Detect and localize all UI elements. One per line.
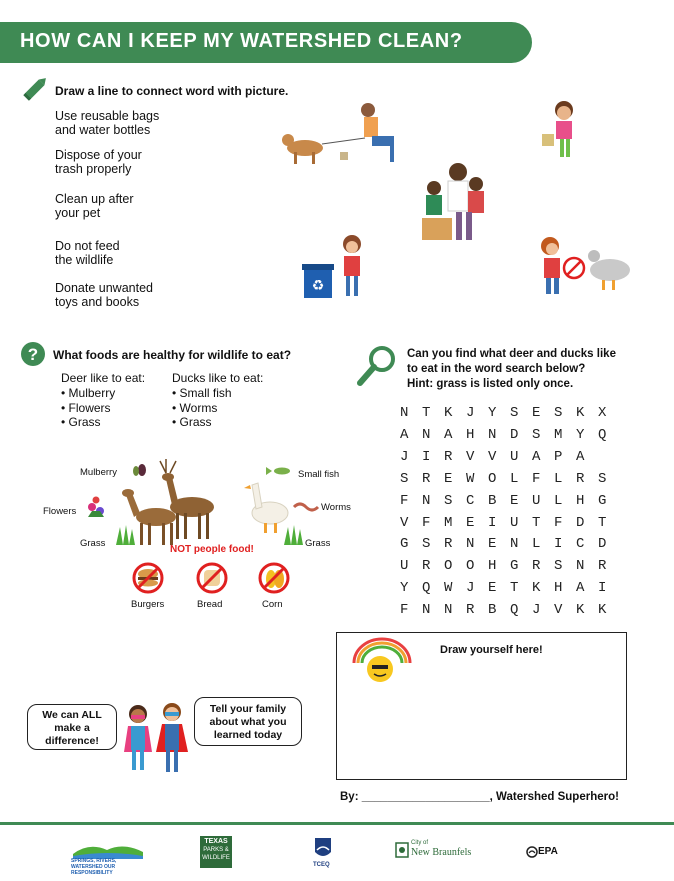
list-item: • Worms bbox=[172, 401, 232, 416]
word-search-letter[interactable]: G bbox=[598, 492, 607, 509]
word-search-letter[interactable]: A bbox=[444, 426, 453, 443]
word-search-letter[interactable]: F bbox=[532, 470, 541, 487]
word-search-letter[interactable]: J bbox=[532, 602, 541, 619]
word-search-letter[interactable]: D bbox=[576, 514, 585, 531]
word-search-question: Can you find what deer and ducks like to eat in the word search below? bbox=[407, 348, 616, 375]
new-braunfels-big: New Braunfels bbox=[411, 847, 472, 858]
word-search-letter[interactable]: E bbox=[488, 536, 497, 553]
not-people-food-label: NOT people food! bbox=[170, 544, 254, 555]
recycling-girl-illustration bbox=[302, 232, 372, 304]
word-search-row bbox=[400, 558, 620, 574]
word-search-letter[interactable]: G bbox=[400, 536, 409, 553]
word-search-letter[interactable]: B bbox=[488, 492, 497, 509]
word-search-letter[interactable]: B bbox=[488, 602, 497, 619]
word-search-letter[interactable]: T bbox=[422, 405, 431, 421]
word-search-letter[interactable]: R bbox=[422, 470, 431, 487]
word-search-letter[interactable]: K bbox=[576, 602, 585, 619]
word-search-hint: Hint: grass is listed only once. bbox=[407, 378, 574, 390]
new-braunfels-logo-icon bbox=[395, 842, 409, 858]
word-search-letter[interactable]: K bbox=[576, 405, 585, 421]
texas-parks-wildlife-logo bbox=[200, 836, 232, 868]
word-search-letter[interactable]: T bbox=[598, 514, 607, 531]
word-search-letter[interactable]: V bbox=[466, 448, 475, 465]
signature-prefix: By: bbox=[340, 791, 359, 803]
logo-text: PARKS & bbox=[203, 847, 229, 853]
family-donating-illustration bbox=[420, 160, 492, 242]
word-search-letter[interactable]: F bbox=[554, 514, 563, 531]
word-search-letter[interactable]: M bbox=[554, 426, 563, 443]
signature-suffix: , Watershed Superhero! bbox=[489, 791, 619, 803]
new-braunfels-small: City of bbox=[411, 840, 429, 846]
word-search-letter[interactable]: E bbox=[510, 492, 519, 509]
word-search-letter[interactable]: C bbox=[576, 536, 585, 553]
flowers-label: Flowers bbox=[43, 506, 77, 517]
word-search-letter[interactable]: H bbox=[466, 426, 475, 443]
list-item: • Grass bbox=[61, 415, 115, 430]
word-search-letter[interactable]: S bbox=[598, 470, 607, 487]
word-search-letter[interactable]: H bbox=[576, 492, 585, 509]
word-search-letter[interactable]: O bbox=[488, 470, 497, 487]
word-search-letter[interactable]: N bbox=[444, 602, 453, 619]
word-search-letter[interactable]: I bbox=[422, 448, 431, 465]
signature-line bbox=[340, 791, 619, 803]
word-search-letter[interactable]: M bbox=[444, 514, 453, 531]
epa-logo-icon bbox=[526, 846, 538, 858]
sun-rainbow-icon bbox=[352, 637, 412, 691]
word-search-letter[interactable]: U bbox=[510, 514, 519, 531]
tceq-logo-text: TCEQ bbox=[313, 862, 330, 868]
word-search-letter[interactable]: J bbox=[400, 448, 409, 465]
magnifier-icon bbox=[354, 343, 400, 389]
word-search-letter[interactable]: R bbox=[422, 558, 431, 575]
word-search-letter[interactable]: O bbox=[466, 558, 475, 575]
word-search-letter[interactable]: N bbox=[422, 492, 431, 509]
word-search-row bbox=[400, 449, 598, 465]
deer-heading: Deer like to eat: bbox=[61, 371, 146, 385]
word-search-letter[interactable]: L bbox=[510, 470, 519, 487]
list-item: • Flowers bbox=[61, 401, 115, 416]
word-search-letter[interactable]: I bbox=[488, 514, 497, 531]
word-search-letter[interactable]: E bbox=[444, 470, 453, 487]
word-search-letter[interactable]: L bbox=[532, 536, 541, 553]
word-search-letter[interactable]: T bbox=[510, 580, 519, 597]
logo-text: WILDLIFE bbox=[202, 855, 230, 861]
word-search-letter[interactable]: U bbox=[510, 448, 519, 465]
word-search-letter[interactable]: L bbox=[554, 470, 563, 487]
word-search-letter[interactable]: C bbox=[466, 492, 475, 509]
corn-label: Corn bbox=[262, 599, 283, 610]
match-item-wildlife: Do not feed the wildlife bbox=[55, 239, 120, 267]
word-search-row bbox=[400, 580, 620, 596]
draw-prompt: Draw yourself here! bbox=[440, 644, 543, 656]
word-search-letter[interactable]: Y bbox=[576, 426, 585, 443]
word-search-letter[interactable]: J bbox=[466, 580, 475, 597]
word-search-letter[interactable]: Q bbox=[422, 580, 431, 597]
match-item-dispose: Dispose of your trash properly bbox=[55, 148, 142, 176]
word-search-letter[interactable]: W bbox=[444, 580, 453, 597]
word-search-letter[interactable]: S bbox=[400, 470, 409, 487]
boy-not-feeding-duck-illustration bbox=[538, 234, 634, 298]
word-search-row bbox=[400, 427, 620, 443]
word-search-letter[interactable]: R bbox=[444, 536, 453, 553]
word-search-letter[interactable]: A bbox=[532, 448, 541, 465]
superhero-kids-illustration bbox=[120, 698, 196, 778]
word-search-letter[interactable]: A bbox=[400, 426, 409, 443]
word-search-letter[interactable]: S bbox=[444, 492, 453, 509]
no-burger-icon bbox=[132, 562, 164, 594]
bread-label: Bread bbox=[197, 599, 223, 610]
mulberry-label: Mulberry bbox=[80, 467, 117, 478]
word-search-letter[interactable]: V bbox=[488, 448, 497, 465]
deer-food-list bbox=[61, 386, 115, 430]
word-search-letter[interactable]: R bbox=[576, 470, 585, 487]
grass-label-left: Grass bbox=[80, 538, 106, 549]
word-search-letter[interactable]: S bbox=[510, 405, 519, 421]
word-search-letter[interactable]: A bbox=[576, 580, 585, 597]
word-search-letter[interactable]: G bbox=[510, 558, 519, 575]
word-search-letter[interactable]: F bbox=[400, 602, 409, 619]
word-search-letter[interactable]: D bbox=[598, 536, 607, 553]
word-search-letter[interactable]: N bbox=[488, 426, 497, 443]
word-search-letter[interactable]: K bbox=[532, 580, 541, 597]
word-search-letter[interactable]: F bbox=[400, 492, 409, 509]
word-search-letter[interactable]: A bbox=[576, 448, 585, 465]
question-icon bbox=[20, 341, 46, 367]
word-search-letter[interactable]: N bbox=[576, 558, 585, 575]
small-fish-label: Small fish bbox=[298, 469, 340, 480]
word-search-letter[interactable]: R bbox=[466, 602, 475, 619]
list-item: • Small fish bbox=[172, 386, 232, 401]
word-search-row bbox=[400, 405, 620, 421]
girl-with-bag-illustration bbox=[540, 100, 585, 162]
word-search-letter[interactable]: E bbox=[466, 514, 475, 531]
word-search-letter[interactable]: K bbox=[444, 405, 453, 421]
word-search-letter[interactable]: E bbox=[532, 405, 541, 421]
word-search-row bbox=[400, 602, 620, 618]
grass-label-right: Grass bbox=[305, 538, 331, 549]
word-search-letter[interactable]: I bbox=[598, 580, 607, 597]
word-search-letter[interactable]: X bbox=[598, 405, 607, 421]
word-search-letter[interactable]: T bbox=[532, 514, 541, 531]
word-search-letter[interactable]: R bbox=[532, 558, 541, 575]
word-search-letter[interactable]: U bbox=[532, 492, 541, 509]
no-bread-icon bbox=[196, 562, 228, 594]
page-title: HOW CAN I KEEP MY WATERSHED CLEAN? bbox=[20, 30, 463, 52]
word-search-letter[interactable]: S bbox=[532, 426, 541, 443]
word-search-letter[interactable]: V bbox=[400, 514, 409, 531]
word-search-row bbox=[400, 493, 620, 509]
word-search-letter[interactable]: H bbox=[554, 580, 563, 597]
footer-divider bbox=[0, 822, 674, 825]
tceq-logo bbox=[313, 836, 333, 862]
word-search-letter[interactable]: W bbox=[466, 470, 475, 487]
word-search-letter[interactable]: S bbox=[422, 536, 431, 553]
worms-label: Worms bbox=[321, 502, 351, 513]
word-search-letter[interactable]: N bbox=[510, 536, 519, 553]
word-search-letter[interactable]: R bbox=[444, 448, 453, 465]
list-item: • Mulberry bbox=[61, 386, 115, 401]
list-item: • Grass bbox=[172, 415, 232, 430]
word-search-letter[interactable]: F bbox=[422, 514, 431, 531]
word-search-letter[interactable]: U bbox=[400, 558, 409, 575]
foods-question: What foods are healthy for wildlife to eat? bbox=[53, 348, 292, 362]
word-search-letter[interactable]: V bbox=[554, 602, 563, 619]
word-search-letter[interactable]: Q bbox=[510, 602, 519, 619]
springs-rivers-logo-text: SPRINGS, RIVERS, WATERSHED OUR RESPONSIBILITY bbox=[71, 858, 117, 876]
word-search-letter[interactable]: H bbox=[488, 558, 497, 575]
burgers-label: Burgers bbox=[131, 599, 165, 610]
word-search-letter[interactable]: E bbox=[488, 580, 497, 597]
word-search-letter[interactable]: Q bbox=[598, 426, 607, 443]
word-search-letter[interactable]: N bbox=[466, 536, 475, 553]
word-search-letter[interactable]: S bbox=[554, 558, 563, 575]
word-search-letter[interactable]: Y bbox=[400, 580, 409, 597]
word-search-letter[interactable]: I bbox=[554, 536, 563, 553]
word-search-letter[interactable]: K bbox=[598, 602, 607, 619]
word-search-row bbox=[400, 536, 620, 552]
word-search-row bbox=[400, 471, 620, 487]
word-search-letter[interactable]: D bbox=[510, 426, 519, 443]
no-corn-icon bbox=[258, 562, 290, 594]
epa-logo-text: EPA bbox=[538, 846, 558, 857]
dog-walker-illustration bbox=[280, 100, 400, 170]
word-search-letter[interactable]: S bbox=[554, 405, 563, 421]
word-search-letter[interactable]: O bbox=[444, 558, 453, 575]
matching-instruction: Draw a line to connect word with picture. bbox=[55, 84, 289, 98]
match-item-pet: Clean up after your pet bbox=[55, 192, 134, 220]
signature-blank[interactable]: ____________________ bbox=[361, 791, 490, 803]
word-search-row bbox=[400, 515, 620, 531]
logo-text: TEXAS bbox=[204, 838, 228, 845]
word-search-letter[interactable]: N bbox=[422, 426, 431, 443]
word-search-letter[interactable]: R bbox=[598, 558, 607, 575]
match-item-reusable: Use reusable bags and water bottles bbox=[55, 109, 160, 137]
word-search-letter[interactable]: N bbox=[422, 602, 431, 619]
word-search-letter[interactable]: J bbox=[466, 405, 475, 421]
duck-heading: Ducks like to eat: bbox=[172, 371, 264, 385]
match-item-donate: Donate unwanted toys and books bbox=[55, 281, 153, 309]
svg-text:?: ? bbox=[27, 345, 39, 364]
svg-text:♻: ♻ bbox=[311, 278, 325, 294]
word-search-letter[interactable]: P bbox=[554, 448, 563, 465]
word-search-letter[interactable]: L bbox=[554, 492, 563, 509]
speech-bubble-right: Tell your family about what you learned today bbox=[194, 697, 302, 746]
speech-bubble-left: We can ALL make a difference! bbox=[27, 704, 117, 750]
word-search-letter[interactable]: Y bbox=[488, 405, 497, 421]
word-search-letter[interactable]: N bbox=[400, 405, 409, 421]
duck-food-list bbox=[172, 386, 232, 430]
pencil-icon bbox=[22, 74, 50, 102]
